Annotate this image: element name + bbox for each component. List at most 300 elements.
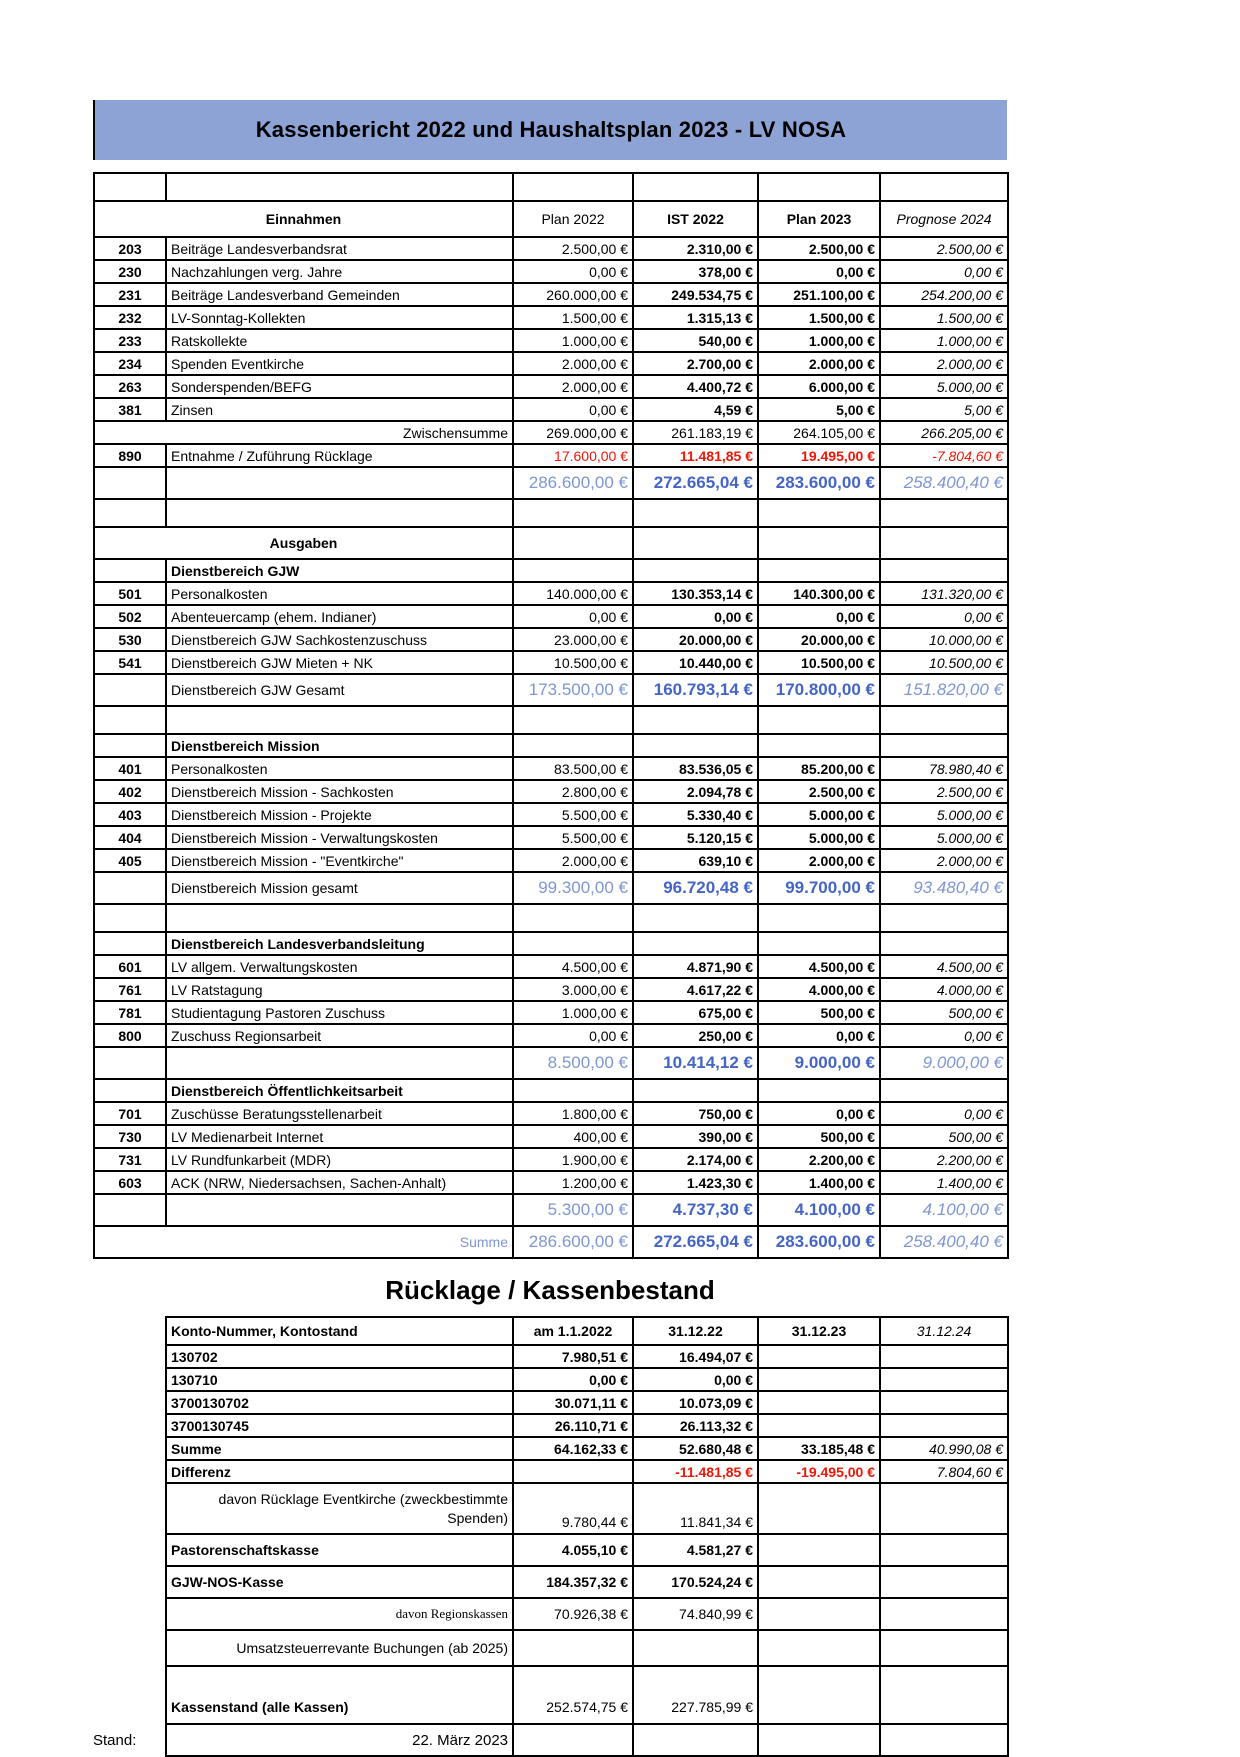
- value-31-12-24: [880, 1534, 1008, 1566]
- value-prognose-2024: 1.400,00 €: [880, 1171, 1008, 1194]
- empty-cell: [633, 173, 758, 201]
- stand-label: Stand:: [93, 1732, 137, 1749]
- value-plan-2023: 4.000,00 €: [758, 978, 880, 1001]
- value-ist-2022: 0,00 €: [633, 605, 758, 628]
- empty-cell: [94, 904, 166, 932]
- value-ist-2022: 4.737,30 €: [633, 1194, 758, 1226]
- value-ist-2022: 20.000,00 €: [633, 628, 758, 651]
- row-number-cell: [94, 872, 166, 904]
- value-plan-2022: 0,00 €: [513, 1024, 633, 1047]
- row-label-cell: Zuschuss Regionsarbeit: [166, 1024, 513, 1047]
- row-number-cell: 405: [94, 849, 166, 872]
- empty-cell: [758, 1079, 880, 1102]
- value-plan-2023: 1.000,00 €: [758, 329, 880, 352]
- row-label-cell: Dienstbereich GJW Gesamt: [166, 674, 513, 706]
- value-plan-2022: 5.500,00 €: [513, 826, 633, 849]
- konten-row-acct2: [166, 1566, 1008, 1598]
- table-row-blue: [94, 674, 1008, 706]
- row-label-cell: LV Rundfunkarbeit (MDR): [166, 1148, 513, 1171]
- empty-cell: [166, 173, 513, 201]
- value-ist-2022: 1.315,13 €: [633, 306, 758, 329]
- value-plan-2023: 0,00 €: [758, 1102, 880, 1125]
- value-plan-2023: 0,00 €: [758, 260, 880, 283]
- row-label-cell: [166, 1194, 513, 1226]
- value-plan-2022: 1.500,00 €: [513, 306, 633, 329]
- value-1-1-2022: 70.926,38 €: [513, 1598, 633, 1630]
- value-prognose-2024: 93.480,40 €: [880, 872, 1008, 904]
- value-plan-2022: 1.200,00 €: [513, 1171, 633, 1194]
- table-row-d: [94, 1125, 1008, 1148]
- konten-row-kassen: [166, 1666, 1008, 1724]
- value-prognose-2024: 258.400,40 €: [880, 1226, 1008, 1258]
- value-ist-2022: 639,10 €: [633, 849, 758, 872]
- empty-cell: [880, 734, 1008, 757]
- value-1-1-2022: 4.055,10 €: [513, 1534, 633, 1566]
- empty-cell: [880, 499, 1008, 527]
- value-prognose-2024: 2.000,00 €: [880, 849, 1008, 872]
- value-plan-2023: 4.500,00 €: [758, 955, 880, 978]
- value-31-12-23: 33.185,48 €: [758, 1437, 880, 1460]
- row-number-cell: 701: [94, 1102, 166, 1125]
- row-number-cell: 781: [94, 1001, 166, 1024]
- row-label-cell: Dienstbereich Mission - Projekte: [166, 803, 513, 826]
- value-plan-2023: 140.300,00 €: [758, 582, 880, 605]
- value-plan-2023: 4.100,00 €: [758, 1194, 880, 1226]
- table-row-d: [94, 1171, 1008, 1194]
- empty-cell: [94, 706, 166, 734]
- empty-cell: [758, 559, 880, 582]
- row-label-cell: Dienstbereich GJW Sachkostenzuschuss: [166, 628, 513, 651]
- value-plan-2023: 251.100,00 €: [758, 283, 880, 306]
- empty-cell: [94, 173, 166, 201]
- value-31-12-24: [880, 1630, 1008, 1666]
- empty-cell: [513, 559, 633, 582]
- empty-cell: [758, 173, 880, 201]
- value-plan-2023: 2.000,00 €: [758, 352, 880, 375]
- value-31-12-23: [758, 1566, 880, 1598]
- value-31-12-22: 26.113,32 €: [633, 1414, 758, 1437]
- row-number-cell: [94, 734, 166, 757]
- empty-cell: [880, 1079, 1008, 1102]
- value-1-1-2022: 7.980,51 €: [513, 1345, 633, 1368]
- table-row-spacer: [94, 499, 1008, 527]
- value-prognose-2024: 9.000,00 €: [880, 1047, 1008, 1079]
- value-prognose-2024: 10.500,00 €: [880, 651, 1008, 674]
- empty-cell: [513, 173, 633, 201]
- table-row-spacer: [94, 173, 1008, 201]
- row-label-cell: Dienstbereich Mission - Sachkosten: [166, 780, 513, 803]
- section-label: Dienstbereich Mission: [166, 734, 513, 757]
- empty-cell: [633, 499, 758, 527]
- value-ist-2022: 250,00 €: [633, 1024, 758, 1047]
- empty-cell: [633, 734, 758, 757]
- row-label-cell: Dienstbereich Mission - "Eventkirche": [166, 849, 513, 872]
- value-ist-2022: 10.440,00 €: [633, 651, 758, 674]
- table-row-d: [94, 398, 1008, 421]
- row-label-cell: Zuschüsse Beratungsstellenarbeit: [166, 1102, 513, 1125]
- value-31-12-23: [758, 1666, 880, 1724]
- value-ist-2022: 4,59 €: [633, 398, 758, 421]
- table-row-d: [94, 605, 1008, 628]
- value-plan-2022: 286.600,00 €: [513, 467, 633, 499]
- value-prognose-2024: 2.500,00 €: [880, 780, 1008, 803]
- table-row-sec: [94, 932, 1008, 955]
- value-prognose-2024: 500,00 €: [880, 1125, 1008, 1148]
- value-plan-2022: 2.500,00 €: [513, 237, 633, 260]
- value-1-1-2022: 30.071,11 €: [513, 1391, 633, 1414]
- row-label-cell: Dienstbereich Mission - Verwaltungskosten: [166, 826, 513, 849]
- empty-cell: [633, 527, 758, 559]
- table-row-d: [94, 757, 1008, 780]
- empty-cell: [166, 499, 513, 527]
- value-ist-2022: 130.353,14 €: [633, 582, 758, 605]
- table-row-d: [94, 375, 1008, 398]
- value-31-12-24: [880, 1368, 1008, 1391]
- row-label-cell: Differenz: [166, 1460, 513, 1483]
- value-31-12-22: 16.494,07 €: [633, 1345, 758, 1368]
- row-number-cell: 381: [94, 398, 166, 421]
- konten-row-head: [166, 1317, 1008, 1345]
- row-label-cell: 3700130702: [166, 1391, 513, 1414]
- row-number-cell: 234: [94, 352, 166, 375]
- row-number-cell: 403: [94, 803, 166, 826]
- value-plan-2023: 1.400,00 €: [758, 1171, 880, 1194]
- value-prognose-2024: 1.000,00 €: [880, 329, 1008, 352]
- column-header-31-12-24: 31.12.24: [880, 1317, 1008, 1345]
- value-plan-2023: 6.000,00 €: [758, 375, 880, 398]
- value-1-1-2022: 0,00 €: [513, 1368, 633, 1391]
- value-ist-2022: 261.183,19 €: [633, 421, 758, 444]
- value-ist-2022: 160.793,14 €: [633, 674, 758, 706]
- column-header-31-12-23: 31.12.23: [758, 1317, 880, 1345]
- empty-cell: [513, 527, 633, 559]
- value-prognose-2024: 5.000,00 €: [880, 826, 1008, 849]
- row-label-cell: 3700130745: [166, 1414, 513, 1437]
- empty-cell: [633, 932, 758, 955]
- value-plan-2023: 0,00 €: [758, 1024, 880, 1047]
- value-31-12-22: 4.581,27 €: [633, 1534, 758, 1566]
- value-prognose-2024: -7.804,60 €: [880, 444, 1008, 467]
- table-row-header: [94, 201, 1008, 237]
- empty-cell: [880, 527, 1008, 559]
- row-label-cell: Spenden Eventkirche: [166, 352, 513, 375]
- value-31-12-23: [758, 1598, 880, 1630]
- value-prognose-2024: 2.000,00 €: [880, 352, 1008, 375]
- value-prognose-2024: 4.500,00 €: [880, 955, 1008, 978]
- row-label-cell: LV Medienarbeit Internet: [166, 1125, 513, 1148]
- row-number-cell: 231: [94, 283, 166, 306]
- value-plan-2023: 0,00 €: [758, 605, 880, 628]
- empty-cell: [513, 706, 633, 734]
- value-plan-2022: 400,00 €: [513, 1125, 633, 1148]
- value-31-12-22: [633, 1724, 758, 1756]
- table-row-d: [94, 329, 1008, 352]
- value-plan-2022: 140.000,00 €: [513, 582, 633, 605]
- value-ist-2022: 4.617,22 €: [633, 978, 758, 1001]
- value-prognose-2024: 4.000,00 €: [880, 978, 1008, 1001]
- empty-cell: [880, 173, 1008, 201]
- row-label-cell: Personalkosten: [166, 582, 513, 605]
- value-31-12-22: -11.481,85 €: [633, 1460, 758, 1483]
- value-31-12-23: [758, 1345, 880, 1368]
- section-label: Dienstbereich GJW: [166, 559, 513, 582]
- value-prognose-2024: 151.820,00 €: [880, 674, 1008, 706]
- value-1-1-2022: 26.110,71 €: [513, 1414, 633, 1437]
- ausgaben-header: Ausgaben: [94, 527, 513, 559]
- row-label-cell: GJW-NOS-Kasse: [166, 1566, 513, 1598]
- value-ist-2022: 5.120,15 €: [633, 826, 758, 849]
- empty-cell: [758, 499, 880, 527]
- table-row-zs: [94, 421, 1008, 444]
- table-row-d: [94, 826, 1008, 849]
- value-plan-2023: 5.000,00 €: [758, 826, 880, 849]
- value-31-12-23: [758, 1724, 880, 1756]
- value-plan-2023: 5.000,00 €: [758, 803, 880, 826]
- row-number-cell: 502: [94, 605, 166, 628]
- value-plan-2022: 17.600,00 €: [513, 444, 633, 467]
- value-plan-2022: 0,00 €: [513, 260, 633, 283]
- einnahmen-ausgaben-table: [93, 172, 1009, 1259]
- table-row-title: [94, 527, 1008, 559]
- table-row-d: [94, 1001, 1008, 1024]
- value-ist-2022: 4.871,90 €: [633, 955, 758, 978]
- value-ist-2022: 2.700,00 €: [633, 352, 758, 375]
- value-ist-2022: 750,00 €: [633, 1102, 758, 1125]
- value-plan-2023: 2.500,00 €: [758, 237, 880, 260]
- value-ist-2022: 2.174,00 €: [633, 1148, 758, 1171]
- row-label-cell: Umsatzsteuerrevante Buchungen (ab 2025): [166, 1630, 513, 1666]
- value-plan-2022: 286.600,00 €: [513, 1226, 633, 1258]
- value-plan-2023: 99.700,00 €: [758, 872, 880, 904]
- empty-cell: [880, 904, 1008, 932]
- row-label-cell: Studientagung Pastoren Zuschuss: [166, 1001, 513, 1024]
- row-number-cell: [94, 467, 166, 499]
- row-label-cell: [166, 1047, 513, 1079]
- row-label-cell: LV Ratstagung: [166, 978, 513, 1001]
- row-number-cell: 203: [94, 237, 166, 260]
- empty-cell: [880, 706, 1008, 734]
- value-prognose-2024: 258.400,40 €: [880, 467, 1008, 499]
- value-plan-2023: 500,00 €: [758, 1125, 880, 1148]
- table-row-d: [94, 780, 1008, 803]
- value-plan-2022: 23.000,00 €: [513, 628, 633, 651]
- value-plan-2023: 10.500,00 €: [758, 651, 880, 674]
- konten-row-acct: [166, 1368, 1008, 1391]
- value-ist-2022: 249.534,75 €: [633, 283, 758, 306]
- value-31-12-24: 7.804,60 €: [880, 1460, 1008, 1483]
- row-label-cell: 130710: [166, 1368, 513, 1391]
- value-plan-2022: 173.500,00 €: [513, 674, 633, 706]
- value-prognose-2024: 266.205,00 €: [880, 421, 1008, 444]
- konten-section: [93, 1316, 1007, 1757]
- konten-row-acct: [166, 1414, 1008, 1437]
- konten-table: [165, 1316, 1009, 1757]
- value-plan-2022: 269.000,00 €: [513, 421, 633, 444]
- value-plan-2023: 9.000,00 €: [758, 1047, 880, 1079]
- table-row-d: [94, 628, 1008, 651]
- value-plan-2023: 2.200,00 €: [758, 1148, 880, 1171]
- row-label-cell: Beiträge Landesverbandsrat: [166, 237, 513, 260]
- value-ist-2022: 390,00 €: [633, 1125, 758, 1148]
- value-plan-2022: 99.300,00 €: [513, 872, 633, 904]
- row-label-cell: Zinsen: [166, 398, 513, 421]
- row-label-cell: Personalkosten: [166, 757, 513, 780]
- konten-row-stand: [166, 1724, 1008, 1756]
- konten-row-note: [166, 1630, 1008, 1666]
- value-31-12-22: 170.524,24 €: [633, 1566, 758, 1598]
- value-31-12-22: 0,00 €: [633, 1368, 758, 1391]
- row-label-cell: Pastorenschaftskasse: [166, 1534, 513, 1566]
- row-label-cell: Summe: [166, 1437, 513, 1460]
- value-31-12-23: [758, 1534, 880, 1566]
- konten-row-acct2: [166, 1534, 1008, 1566]
- value-plan-2022: 260.000,00 €: [513, 283, 633, 306]
- value-prognose-2024: 4.100,00 €: [880, 1194, 1008, 1226]
- table-row-d: [94, 352, 1008, 375]
- row-number-cell: [94, 1047, 166, 1079]
- value-31-12-24: [880, 1391, 1008, 1414]
- row-label-cell: [166, 467, 513, 499]
- value-31-12-23: [758, 1368, 880, 1391]
- ruecklage-heading: Rücklage / Kassenbestand: [385, 1275, 715, 1305]
- table-row-sec: [94, 1079, 1008, 1102]
- row-label-cell: Kassenstand (alle Kassen): [166, 1666, 513, 1724]
- empty-cell: [633, 1079, 758, 1102]
- table-row-spacer: [94, 904, 1008, 932]
- sum-label: Zwischensumme: [94, 421, 513, 444]
- table-row-spacer: [94, 706, 1008, 734]
- empty-cell: [166, 904, 513, 932]
- row-number-cell: [94, 559, 166, 582]
- table-row-blue: [94, 467, 1008, 499]
- empty-cell: [758, 932, 880, 955]
- value-31-12-23: [758, 1483, 880, 1534]
- empty-cell: [633, 904, 758, 932]
- value-prognose-2024: 0,00 €: [880, 260, 1008, 283]
- value-plan-2022: 1.800,00 €: [513, 1102, 633, 1125]
- row-label-cell: Abenteuercamp (ehem. Indianer): [166, 605, 513, 628]
- row-number-cell: 530: [94, 628, 166, 651]
- value-prognose-2024: 5.000,00 €: [880, 803, 1008, 826]
- section-label: Dienstbereich Landesverbandsleitung: [166, 932, 513, 955]
- column-header-plan-2023: Plan 2023: [758, 201, 880, 237]
- value-31-12-22: 52.680,48 €: [633, 1437, 758, 1460]
- konten-row-acct: [166, 1345, 1008, 1368]
- value-ist-2022: 5.330,40 €: [633, 803, 758, 826]
- value-1-1-2022: 184.357,32 €: [513, 1566, 633, 1598]
- row-label-cell: 130702: [166, 1345, 513, 1368]
- column-header-plan-2022: Plan 2022: [513, 201, 633, 237]
- value-prognose-2024: 131.320,00 €: [880, 582, 1008, 605]
- value-31-12-24: [880, 1666, 1008, 1724]
- value-plan-2022: 2.800,00 €: [513, 780, 633, 803]
- value-plan-2023: 170.800,00 €: [758, 674, 880, 706]
- table-row-d: [94, 283, 1008, 306]
- value-1-1-2022: [513, 1460, 633, 1483]
- column-header-31-12-22: 31.12.22: [633, 1317, 758, 1345]
- value-prognose-2024: 1.500,00 €: [880, 306, 1008, 329]
- value-plan-2022: 2.000,00 €: [513, 849, 633, 872]
- empty-cell: [758, 734, 880, 757]
- table-row-d: [94, 260, 1008, 283]
- row-label-cell: 22. März 2023: [166, 1724, 513, 1756]
- empty-cell: [758, 527, 880, 559]
- value-plan-2023: 500,00 €: [758, 1001, 880, 1024]
- value-plan-2023: 2.500,00 €: [758, 780, 880, 803]
- value-plan-2023: 1.500,00 €: [758, 306, 880, 329]
- value-plan-2023: 85.200,00 €: [758, 757, 880, 780]
- value-plan-2022: 0,00 €: [513, 605, 633, 628]
- value-31-12-23: [758, 1414, 880, 1437]
- value-prognose-2024: 0,00 €: [880, 1024, 1008, 1047]
- column-header-prognose-2024: Prognose 2024: [880, 201, 1008, 237]
- value-plan-2022: 10.500,00 €: [513, 651, 633, 674]
- value-ist-2022: 378,00 €: [633, 260, 758, 283]
- table-row-bluesum: [94, 1226, 1008, 1258]
- empty-cell: [513, 1079, 633, 1102]
- table-row-d: [94, 237, 1008, 260]
- konten-row-davon2: [166, 1483, 1008, 1534]
- value-31-12-22: 11.841,34 €: [633, 1483, 758, 1534]
- value-plan-2023: 283.600,00 €: [758, 1226, 880, 1258]
- value-31-12-24: [880, 1483, 1008, 1534]
- value-ist-2022: 2.094,78 €: [633, 780, 758, 803]
- table-row-d: [94, 582, 1008, 605]
- value-ist-2022: 2.310,00 €: [633, 237, 758, 260]
- value-plan-2023: 264.105,00 €: [758, 421, 880, 444]
- value-prognose-2024: 254.200,00 €: [880, 283, 1008, 306]
- row-number-cell: 730: [94, 1125, 166, 1148]
- value-31-12-24: [880, 1414, 1008, 1437]
- value-31-12-23: -19.495,00 €: [758, 1460, 880, 1483]
- table-row-d: [94, 978, 1008, 1001]
- section-label: Dienstbereich Öffentlichkeitsarbeit: [166, 1079, 513, 1102]
- value-ist-2022: 11.481,85 €: [633, 444, 758, 467]
- value-plan-2022: 3.000,00 €: [513, 978, 633, 1001]
- table-row-sec: [94, 734, 1008, 757]
- table-row-sec: [94, 559, 1008, 582]
- value-plan-2023: 2.000,00 €: [758, 849, 880, 872]
- value-plan-2022: 5.500,00 €: [513, 803, 633, 826]
- table-row-d: [94, 1148, 1008, 1171]
- value-plan-2022: 5.300,00 €: [513, 1194, 633, 1226]
- value-prognose-2024: 2.500,00 €: [880, 237, 1008, 260]
- row-number-cell: 501: [94, 582, 166, 605]
- row-label-cell: LV-Sonntag-Kollekten: [166, 306, 513, 329]
- report-title: Kassenbericht 2022 und Haushaltsplan 2023 - LV NOSA: [255, 117, 847, 142]
- column-header-ist-2022: IST 2022: [633, 201, 758, 237]
- empty-cell: [758, 904, 880, 932]
- row-label-cell: ACK (NRW, Niedersachsen, Sachen-Anhalt): [166, 1171, 513, 1194]
- value-1-1-2022: 252.574,75 €: [513, 1666, 633, 1724]
- value-prognose-2024: 2.200,00 €: [880, 1148, 1008, 1171]
- value-prognose-2024: 10.000,00 €: [880, 628, 1008, 651]
- row-number-cell: [94, 1194, 166, 1226]
- table-row-d: [94, 803, 1008, 826]
- row-label-cell: Beiträge Landesverband Gemeinden: [166, 283, 513, 306]
- row-number-cell: 263: [94, 375, 166, 398]
- row-number-cell: 603: [94, 1171, 166, 1194]
- value-ist-2022: 83.536,05 €: [633, 757, 758, 780]
- value-plan-2022: 2.000,00 €: [513, 352, 633, 375]
- konten-row-acct: [166, 1391, 1008, 1414]
- value-31-12-22: 10.073,09 €: [633, 1391, 758, 1414]
- value-prognose-2024: 78.980,40 €: [880, 757, 1008, 780]
- value-ist-2022: 4.400,72 €: [633, 375, 758, 398]
- value-plan-2022: 1.000,00 €: [513, 1001, 633, 1024]
- value-plan-2023: 20.000,00 €: [758, 628, 880, 651]
- row-number-cell: [94, 932, 166, 955]
